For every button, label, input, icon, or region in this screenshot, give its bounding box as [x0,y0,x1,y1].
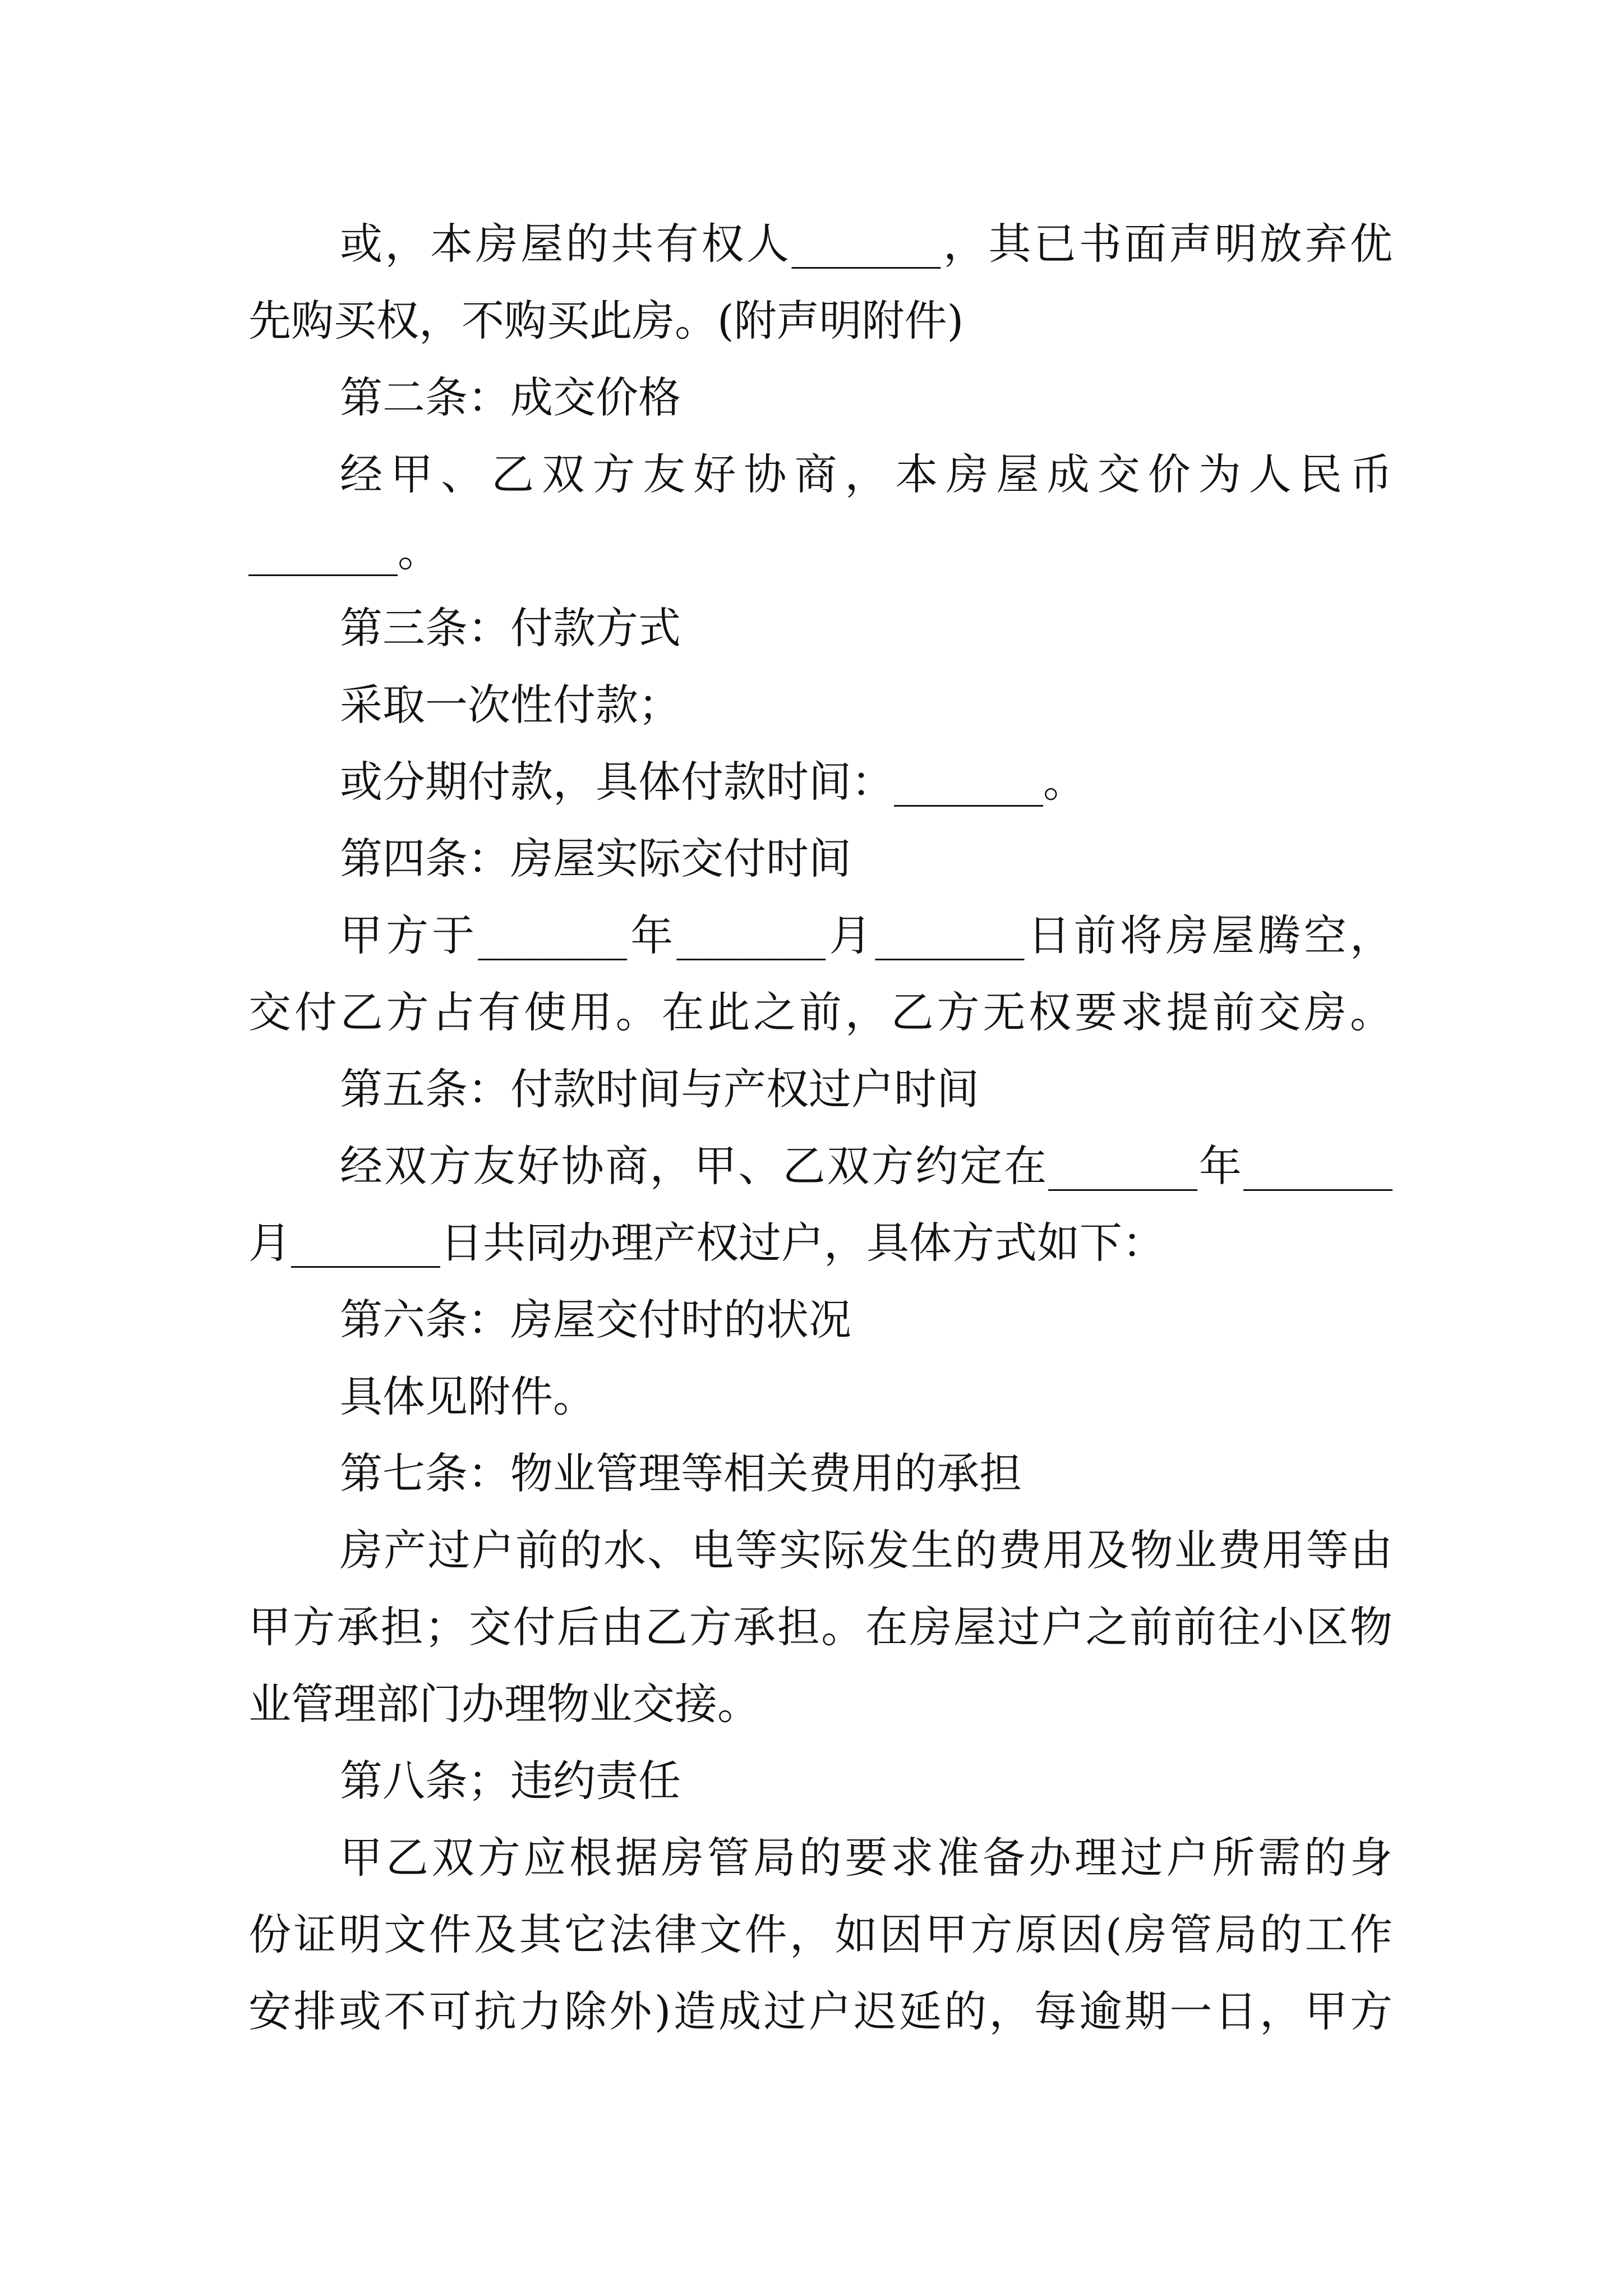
text-line: 交付乙方占有使用。在此之前，乙方无权要求提前交房。 [248,987,1393,1037]
section-heading: 第四条：房屋实际交付时间 [340,834,851,884]
section-heading: 第七条：物业管理等相关费用的承担 [340,1448,1022,1498]
text-line: 或分期付款，具体付款时间：_______。 [340,757,1086,807]
section-heading: 第三条：付款方式 [340,603,681,653]
text-line: 甲方于_______年_______月_______日前将房屋腾空， [340,910,1393,960]
section-heading: 第八条；违约责任 [340,1756,681,1806]
text-line: 月_______日共同办理产权过户，具体方式如下： [248,1218,1165,1268]
text-line: 采取一次性付款； [340,680,681,730]
text-line: 业管理部门办理物业交接。 [248,1679,760,1729]
text-line: 具体见附件。 [340,1372,596,1421]
text-line: 份证明文件及其它法律文件，如因甲方原因(房管局的工作 [248,1910,1393,1959]
text-line: 甲方承担；交付后由乙方承担。在房屋过户之前前往小区物 [248,1602,1393,1652]
section-heading: 第五条：付款时间与产权过户时间 [340,1064,979,1114]
text-line: 经甲、乙双方友好协商，本房屋成交价为人民币 [340,449,1393,499]
text-line: 经双方友好协商，甲、乙双方约定在_______年_______ [340,1141,1393,1191]
text-line: _______。 [248,526,440,576]
section-heading: 第六条：房屋交付时的状况 [340,1295,851,1345]
section-heading: 第二条：成交价格 [340,372,681,422]
text-line: 安排或不可抗力除外)造成过户迟延的，每逾期一日，甲方 [248,1986,1393,2036]
document-body [248,205,1393,2050]
text-line: 先购买权，不购买此房。(附声明附件) [248,296,964,346]
text-line: 房产过户前的水、电等实际发生的费用及物业费用等由 [340,1525,1393,1575]
text-line: 甲乙双方应根据房管局的要求准备办理过户所需的身 [340,1833,1393,1883]
text-line: 或，本房屋的共有权人_______，其已书面声明放弃优 [340,219,1393,269]
